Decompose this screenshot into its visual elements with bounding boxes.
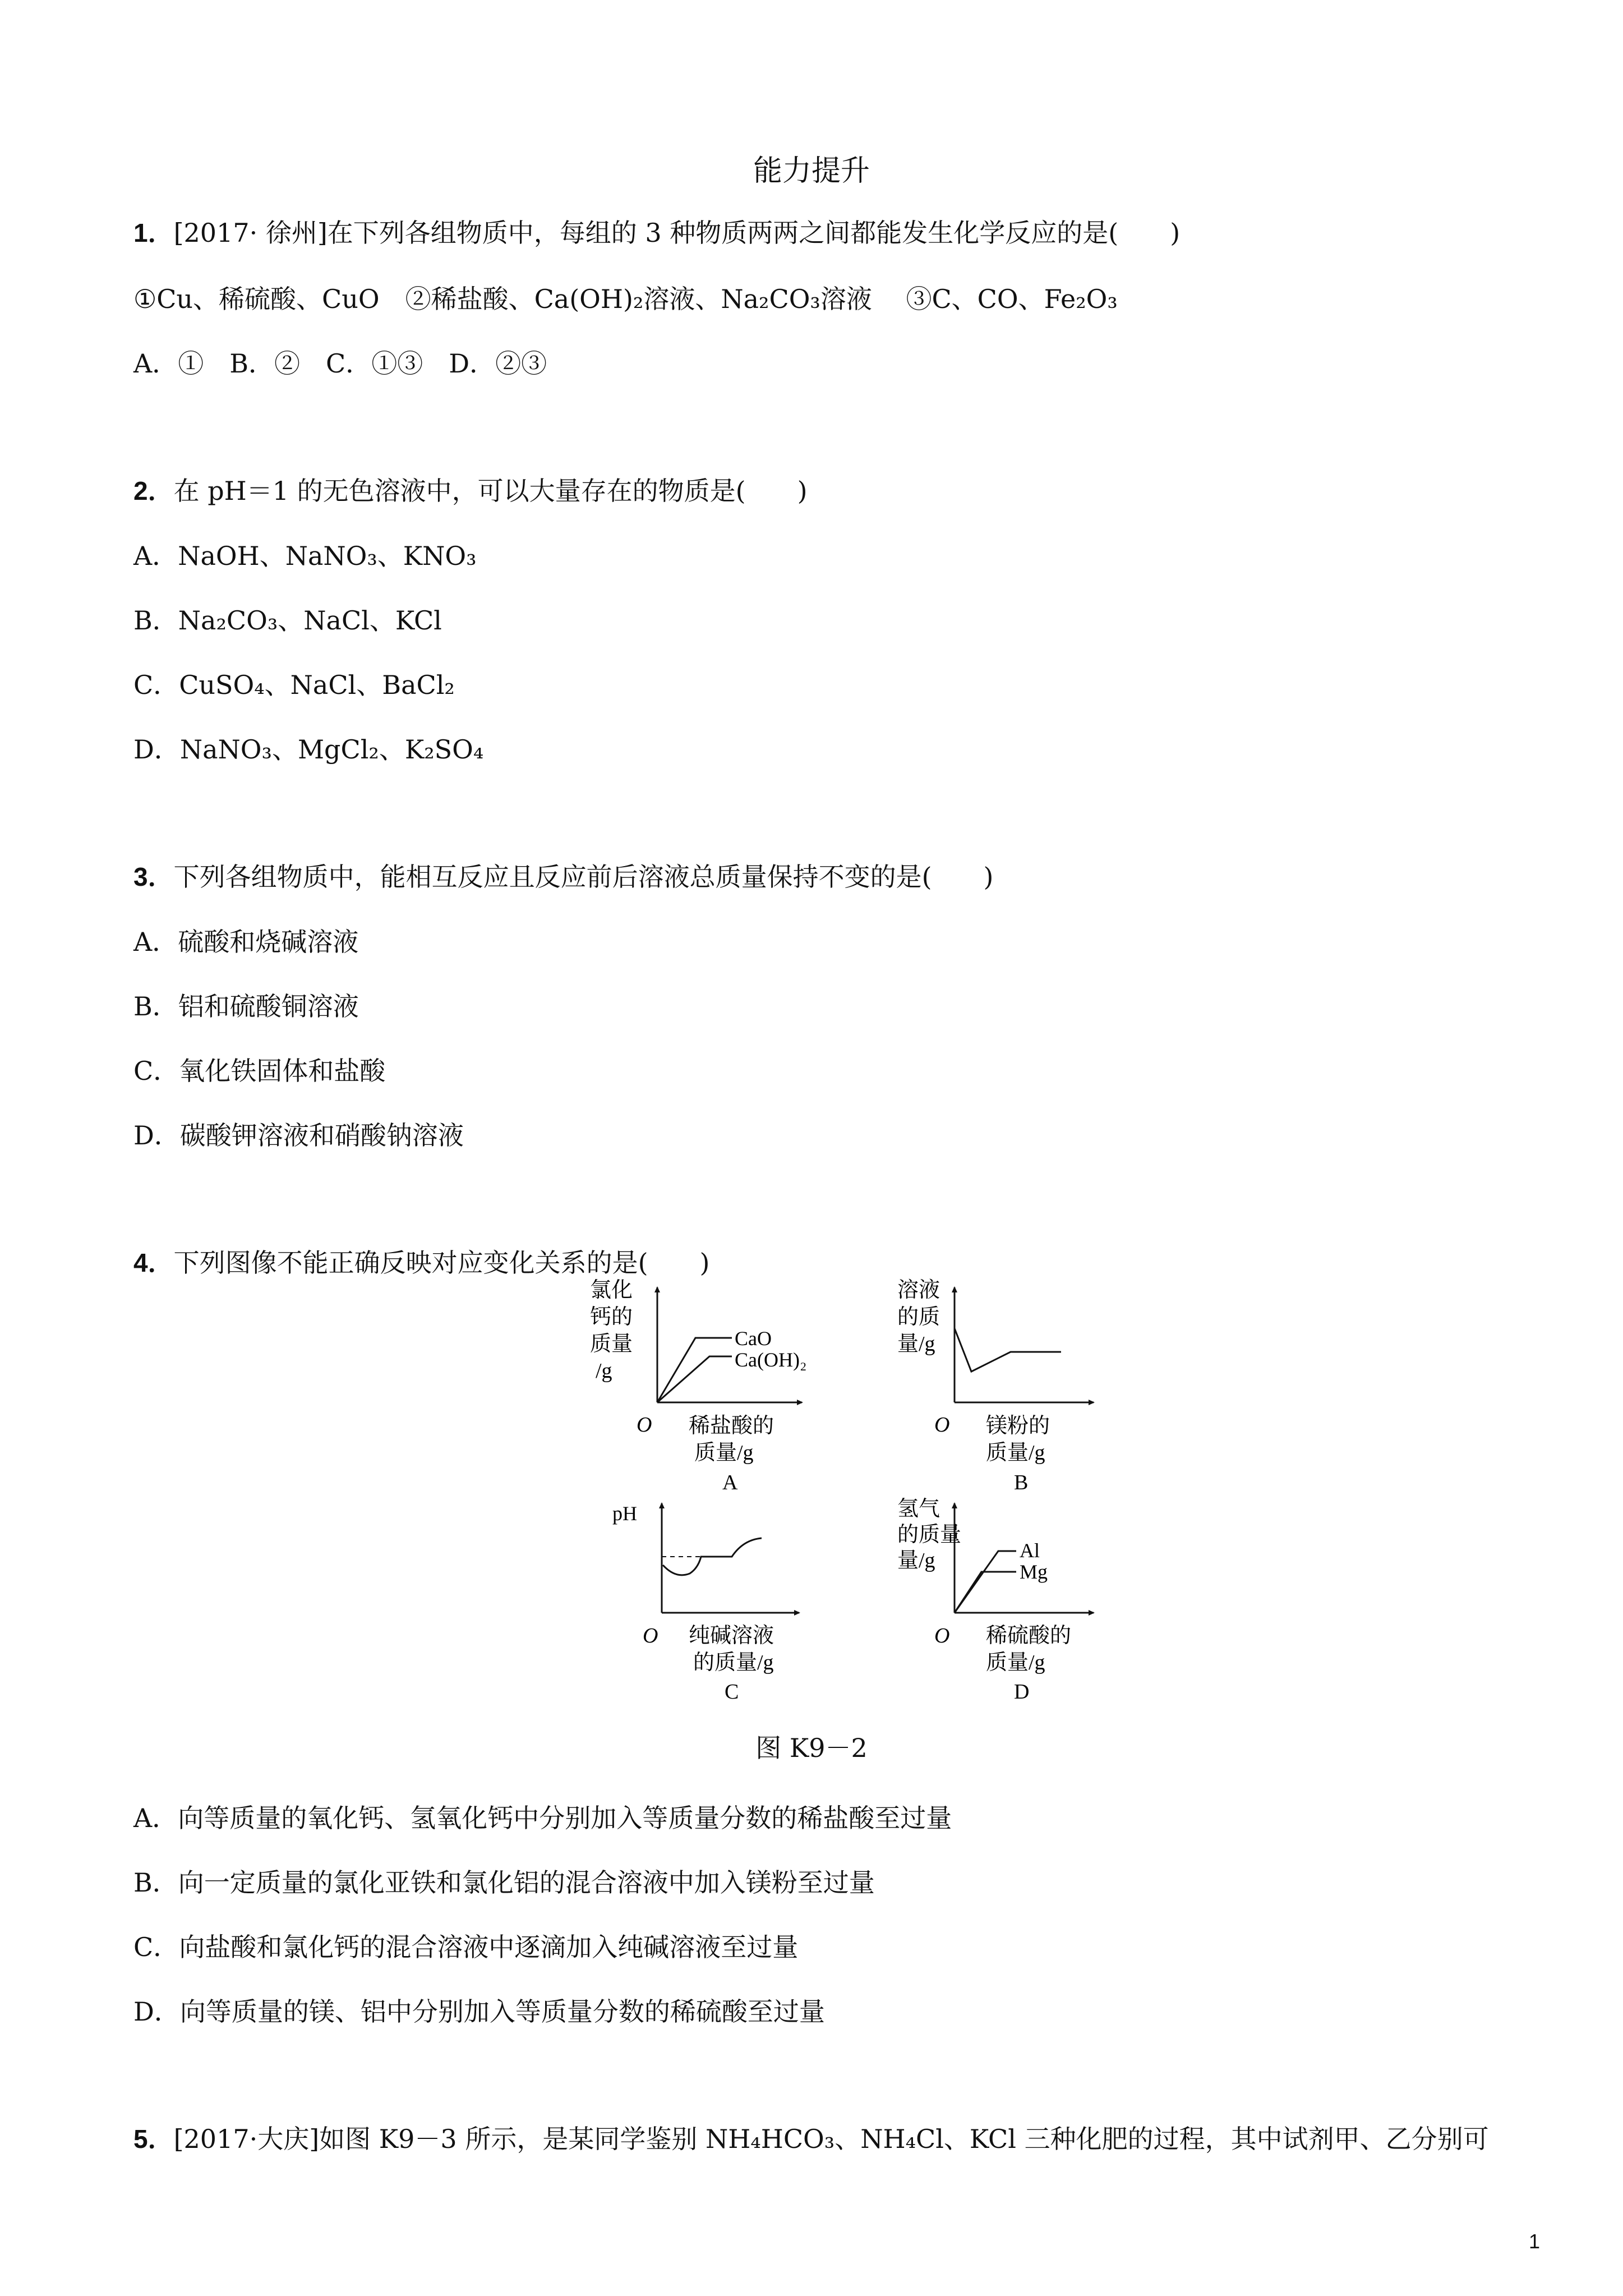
x-label: 质量/g	[986, 1651, 1045, 1674]
question-4-option-a: A．向等质量的氧化钙、氢氧化钙中分别加入等质量分数的稀盐酸至过量	[133, 1803, 952, 1833]
question-1-options: A．① B．② C．①③ D．②③	[133, 348, 547, 379]
question-2-option-c: C．CuSO₄、NaCl、BaCl₂	[133, 670, 455, 700]
question-text: 下列各组物质中，能相互反应且反应前后溶液总质量保持不变的是( )	[173, 862, 994, 892]
question-2-option-a: A．NaOH、NaNO₃、KNO₃	[133, 541, 477, 571]
graph-d	[897, 1497, 1094, 1704]
question-2-option-b: B．Na₂CO₃、NaCl、KCl	[133, 605, 442, 636]
question-2-option-d: D．NaNO₃、MgCl₂、K₂SO₄	[133, 734, 484, 765]
graph-b	[897, 1278, 1094, 1494]
ph-curve	[663, 1538, 762, 1575]
graph-c	[612, 1502, 799, 1704]
y-label: 量/g	[897, 1549, 935, 1572]
question-text: [2017·大庆]如图 K9－3 所示，是某同学鉴别 NH₄HCO₃、NH₄Cl、KCl 三种化肥的过程，其中试剂甲、乙分别可	[173, 2124, 1489, 2154]
question-3-option-c: C．氧化铁固体和盐酸	[133, 1056, 386, 1086]
mg-line	[955, 1572, 1016, 1613]
origin-label: O	[637, 1413, 652, 1437]
y-label: 量/g	[897, 1332, 935, 1356]
question-3-stem	[133, 864, 994, 890]
question-4-stem	[133, 1250, 710, 1276]
solution-mass-line	[955, 1328, 1061, 1372]
caoh2-line	[657, 1356, 732, 1402]
y-label: pH	[612, 1502, 637, 1525]
question-3-option-a: A．硫酸和烧碱溶液	[133, 927, 359, 957]
page-number: 1	[1528, 2230, 1540, 2253]
y-label: 氢气	[897, 1497, 940, 1521]
y-label: 溶液	[897, 1278, 940, 1302]
origin-label: O	[934, 1624, 950, 1648]
page-title: 能力提升	[753, 154, 870, 188]
series-label: Mg	[1020, 1561, 1048, 1583]
question-number: 5．	[133, 2124, 174, 2154]
y-label: /g	[596, 1359, 612, 1383]
question-text: 在 pH＝1 的无色溶液中，可以大量存在的物质是( )	[173, 476, 808, 506]
figure-k9-2	[583, 1273, 1116, 1705]
graph-a	[590, 1278, 807, 1494]
al-line	[955, 1551, 1016, 1613]
origin-label: O	[643, 1624, 658, 1648]
question-5-stem	[133, 2126, 1489, 2152]
graph-letter: C	[725, 1680, 739, 1704]
series-label: Ca(OH)₂	[735, 1349, 807, 1371]
y-label: 的质量	[897, 1523, 962, 1547]
graph-letter: A	[722, 1471, 738, 1494]
origin-label: O	[934, 1413, 950, 1437]
x-label: 镁粉的	[986, 1414, 1050, 1438]
question-2-stem	[133, 478, 808, 504]
series-label: Al	[1020, 1539, 1040, 1562]
series-label: CaO	[735, 1327, 772, 1350]
question-3-option-d: D．碳酸钾溶液和硝酸钠溶液	[133, 1120, 464, 1151]
question-number: 2．	[133, 476, 174, 505]
question-number: 1．	[133, 218, 174, 247]
question-number: 3．	[133, 862, 174, 891]
x-label: 质量/g	[694, 1441, 754, 1465]
x-label: 纯碱溶液	[689, 1624, 774, 1648]
x-label: 稀盐酸的	[689, 1414, 774, 1438]
y-label: 的质	[897, 1305, 940, 1329]
question-1-stem	[133, 220, 1180, 246]
question-text: 下列图像不能正确反映对应变化关系的是( )	[173, 1248, 710, 1278]
question-4-option-b: B．向一定质量的氯化亚铁和氯化铝的混合溶液中加入镁粉至过量	[133, 1867, 875, 1898]
x-label: 质量/g	[986, 1441, 1045, 1465]
question-3-option-b: B．铝和硫酸铜溶液	[133, 991, 359, 1022]
figure-caption: 图 K9－2	[755, 1733, 868, 1763]
question-4-option-d: D．向等质量的镁、铝中分别加入等质量分数的稀硫酸至过量	[133, 1996, 825, 2027]
graph-letter: B	[1014, 1471, 1029, 1494]
graph-letter: D	[1014, 1680, 1030, 1704]
question-4-option-c: C．向盐酸和氯化钙的混合溶液中逐滴加入纯碱溶液至过量	[133, 1932, 799, 1962]
y-label: 钙的	[590, 1305, 633, 1329]
y-label: 氯化	[590, 1278, 633, 1302]
question-text: [2017· 徐州]在下列各组物质中，每组的 3 种物质两两之间都能发生化学反应的是( )	[173, 218, 1181, 248]
question-number: 4．	[133, 1248, 174, 1277]
y-label: 质量	[590, 1332, 633, 1356]
x-label: 的质量/g	[693, 1651, 774, 1674]
question-1-items: ①Cu、稀硫酸、CuO ②稀盐酸、Ca(OH)₂溶液、Na₂CO₃溶液 ③C、CO、Fe₂O₃	[133, 284, 1118, 314]
x-label: 稀硫酸的	[986, 1624, 1072, 1648]
